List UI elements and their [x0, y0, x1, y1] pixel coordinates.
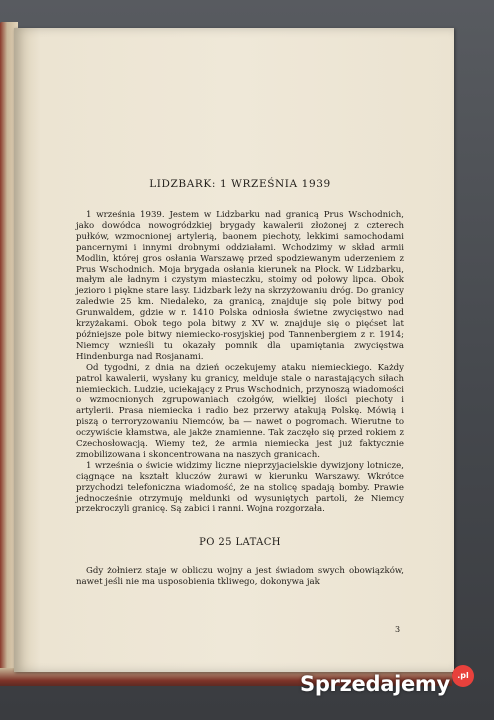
watermark-badge-icon: .pl: [452, 665, 474, 687]
watermark-logo: Sprzedajemy: [300, 672, 450, 696]
chapter-paragraph-1: 1 września 1939. Jestem w Lidzbarku nad granicą Prus Wschodnich, jako dowódca nowogródzkiej brygady kawalerii złożonej z czterech pułków, wzmocnionej artylerią, baonem piechoty, lekkimi samochodami pancernymi i innymi drobnymi oddziałami. Wchodzimy w skład armii Modlin, której gros osłania Warszawę przed spodziewanym uderzeniem z Prus Wschodnich. Moja brygada osłania kierunek na Płock. W Lidzbarku, małym ale ładnym i czystym miasteczku, stoimy od połowy lipca. Obok jezioro i piękne stare lasy. Lidzbark leży na skrzyżowaniu dróg. Do granicy zaledwie 25 km. Niedaleko, za granicą, znajduje się pole bitwy pod Grunwaldem, gdzie w r. 1410 Polska odniosła świetne zwycięstwo nad krzyżakami. Obok tego pola bitwy z XV w. znajduje się o pięćset lat późniejsze pole bitwy niemiecko-rosyjskiej pod Tannenbergiem z r. 1914; Niemcy wznieśli tu okazały pomnik dla upamiętania zwycięstwa Hindenburga nad Rosjanami.: [76, 210, 404, 362]
chapter-paragraph-3: 1 września o świcie widzimy liczne nieprzyjacielskie dywizjony lotnicze, ciągnące na kształt kluczów żurawi w kierunku Warszawy. Wkrótce przychodzi telefoniczna wiadomość, że na stolicę spadają bomby. Prawie jednocześnie otrzymuję meldunki od wysuniętych partoli, że Niemcy przekroczyli granicę. Są zabici i ranni. Wojna rozgorzała.: [76, 460, 404, 515]
section-paragraph-1: Gdy żołnierz staje w obliczu wojny a jest świadom swych obowiązków, nawet jeśli nie ma usposobienia tkliwego, dokonywa jak: [76, 566, 404, 588]
book-page: [14, 28, 454, 672]
chapter-title: LIDZBARK: 1 WRZEŚNIA 1939: [149, 178, 331, 190]
page-number: 3: [395, 625, 401, 634]
page-content: [76, 178, 404, 588]
section-title: PO 25 LATACH: [199, 537, 281, 549]
chapter-paragraph-2: Od tygodni, z dnia na dzień oczekujemy ataku niemieckiego. Każdy patrol kawalerii, wysłany ku granicy, melduje stale o narastających siłach niemieckich. Ludzie, uciekający z Prus Wschodnich, przynoszą wiadomości o wzmocnionych zgrupowaniach czołgów, wielkiej ilości piechoty i artylerii. Prasa niemiecka i radio bez przerwy atakują Polskę. Mówią i piszą o terroryzowaniu Niemców, ba — nawet o pogromach. Wierutne to oczywiście kłamstwa, ale jakże znamienne. Tak zaczęło się przed rokiem z Czechosłowacją. Wiemy też, że armia niemiecka jest już faktycznie zmobilizowana i skoncentrowana na naszych granicach.: [76, 362, 404, 460]
